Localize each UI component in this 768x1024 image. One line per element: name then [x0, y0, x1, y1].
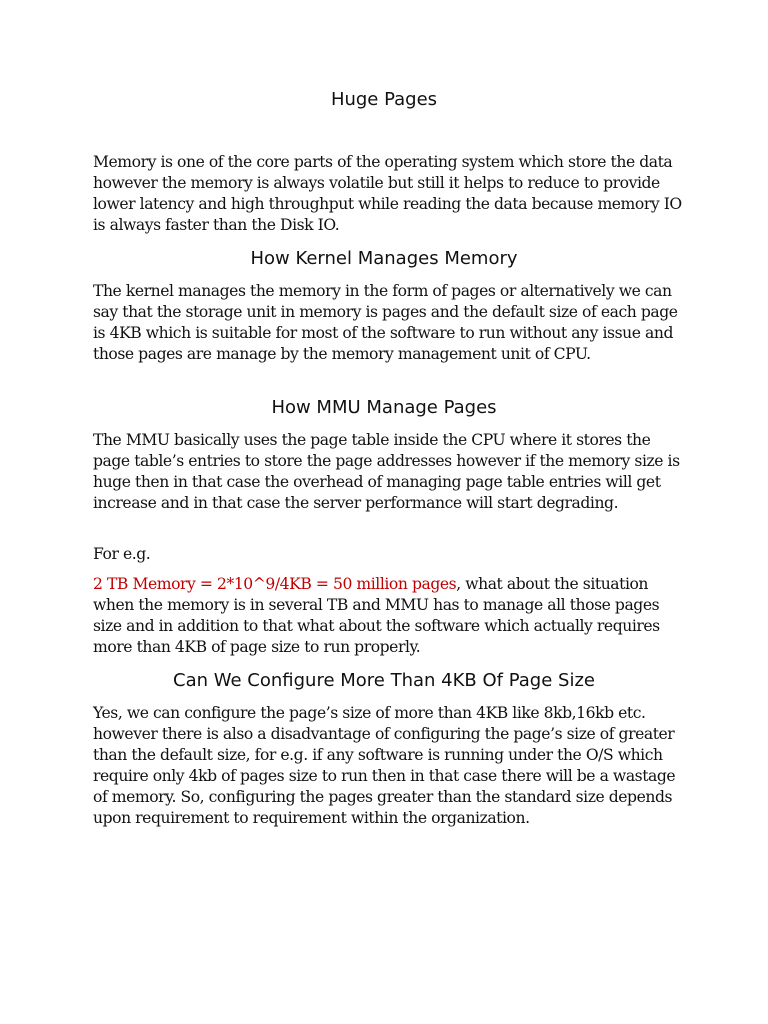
example-paragraph — [93, 574, 683, 658]
section-body-mmu: The MMU basically uses the page table inside the CPU where it stores the page table’s entries to store the page addresses however if the memory size is huge then in that case the overhead of managing page table entries will get increase and in that case the server performance will start degrading. — [93, 431, 680, 512]
section-body-kernel: The kernel manages the memory in the form of pages or alternatively we can say that the storage unit in memory is pages and the default size of each page is 4KB which is suitable for most of the software to run without any issue and those pages are manage by the memory management unit of CPU. — [93, 282, 678, 363]
section-heading-mmu: How MMU Manage Pages — [271, 397, 497, 418]
section-heading-configure: Can We Configure More Than 4KB Of Page Size — [173, 670, 595, 691]
example-label: For e.g. — [93, 545, 151, 563]
section-heading-kernel: How Kernel Manages Memory — [250, 248, 518, 269]
intro-paragraph: Memory is one of the core parts of the operating system which store the data however the memory is always volatile but still it helps to reduce to provide lower latency and high throughput while reading the data because memory IO is always faster than the Disk IO. — [93, 153, 682, 234]
example-highlight: 2 TB Memory = 2*10^9/4KB = 50 million pages — [93, 575, 457, 593]
page-title: Huge Pages — [330, 89, 438, 110]
section-body-configure: Yes, we can configure the page’s size of more than 4KB like 8kb,16kb etc. however there is also a disadvantage of configuring the page’s size of greater than the default size, for e.g. if any software is running under the O/S which require only 4kb of pages size to run then in that case there will be a wastage of memory. So, configuring the pages greater than the standard size depends upon requirement to requirement within the organization. — [93, 704, 676, 827]
example-rest: , what about the situation when the memory is in several TB and MMU has to manage all those pages size and in addition to that what about the software which actually requires more than 4KB of page size to run properly. — [93, 575, 660, 656]
